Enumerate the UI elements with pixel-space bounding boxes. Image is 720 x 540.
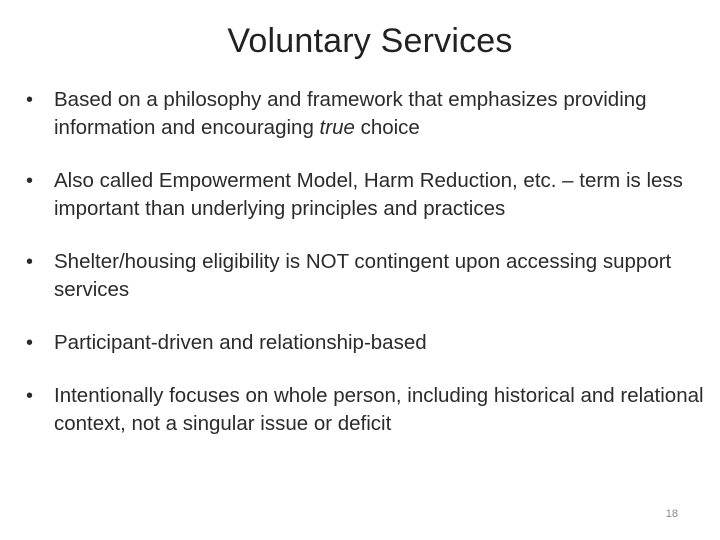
bullet-dot-icon: • xyxy=(26,170,34,192)
bullet-text: Intentionally focuses on whole person, including historical and relational context, not a singular issue or deficit xyxy=(54,384,704,435)
bullet-text: Participant-driven and relationship-based xyxy=(54,331,427,354)
bullet-item xyxy=(26,167,706,223)
bullet-dot-icon: • xyxy=(26,332,34,354)
bullet-item xyxy=(26,86,706,142)
bullet-text: Shelter/housing eligibility is NOT contingent upon accessing support services xyxy=(54,250,672,301)
bullet-item xyxy=(26,329,706,357)
bullet-text-emphasis: true xyxy=(319,116,355,139)
bullet-dot-icon: • xyxy=(26,251,34,273)
bullet-list xyxy=(26,86,706,463)
bullet-item xyxy=(26,382,706,438)
page-number: 18 xyxy=(665,508,678,520)
bullet-item xyxy=(26,248,706,304)
bullet-text-start: Based on a philosophy and framework that emphasizes providing information and encouraging xyxy=(54,88,647,139)
bullet-text: Also called Empowerment Model, Harm Reduction, etc. – term is less important than underlying principles and practices xyxy=(54,169,683,220)
slide-title: Voluntary Services xyxy=(227,22,513,60)
bullet-text-end: choice xyxy=(354,116,420,139)
bullet-dot-icon: • xyxy=(26,89,34,111)
bullet-dot-icon: • xyxy=(26,385,34,407)
